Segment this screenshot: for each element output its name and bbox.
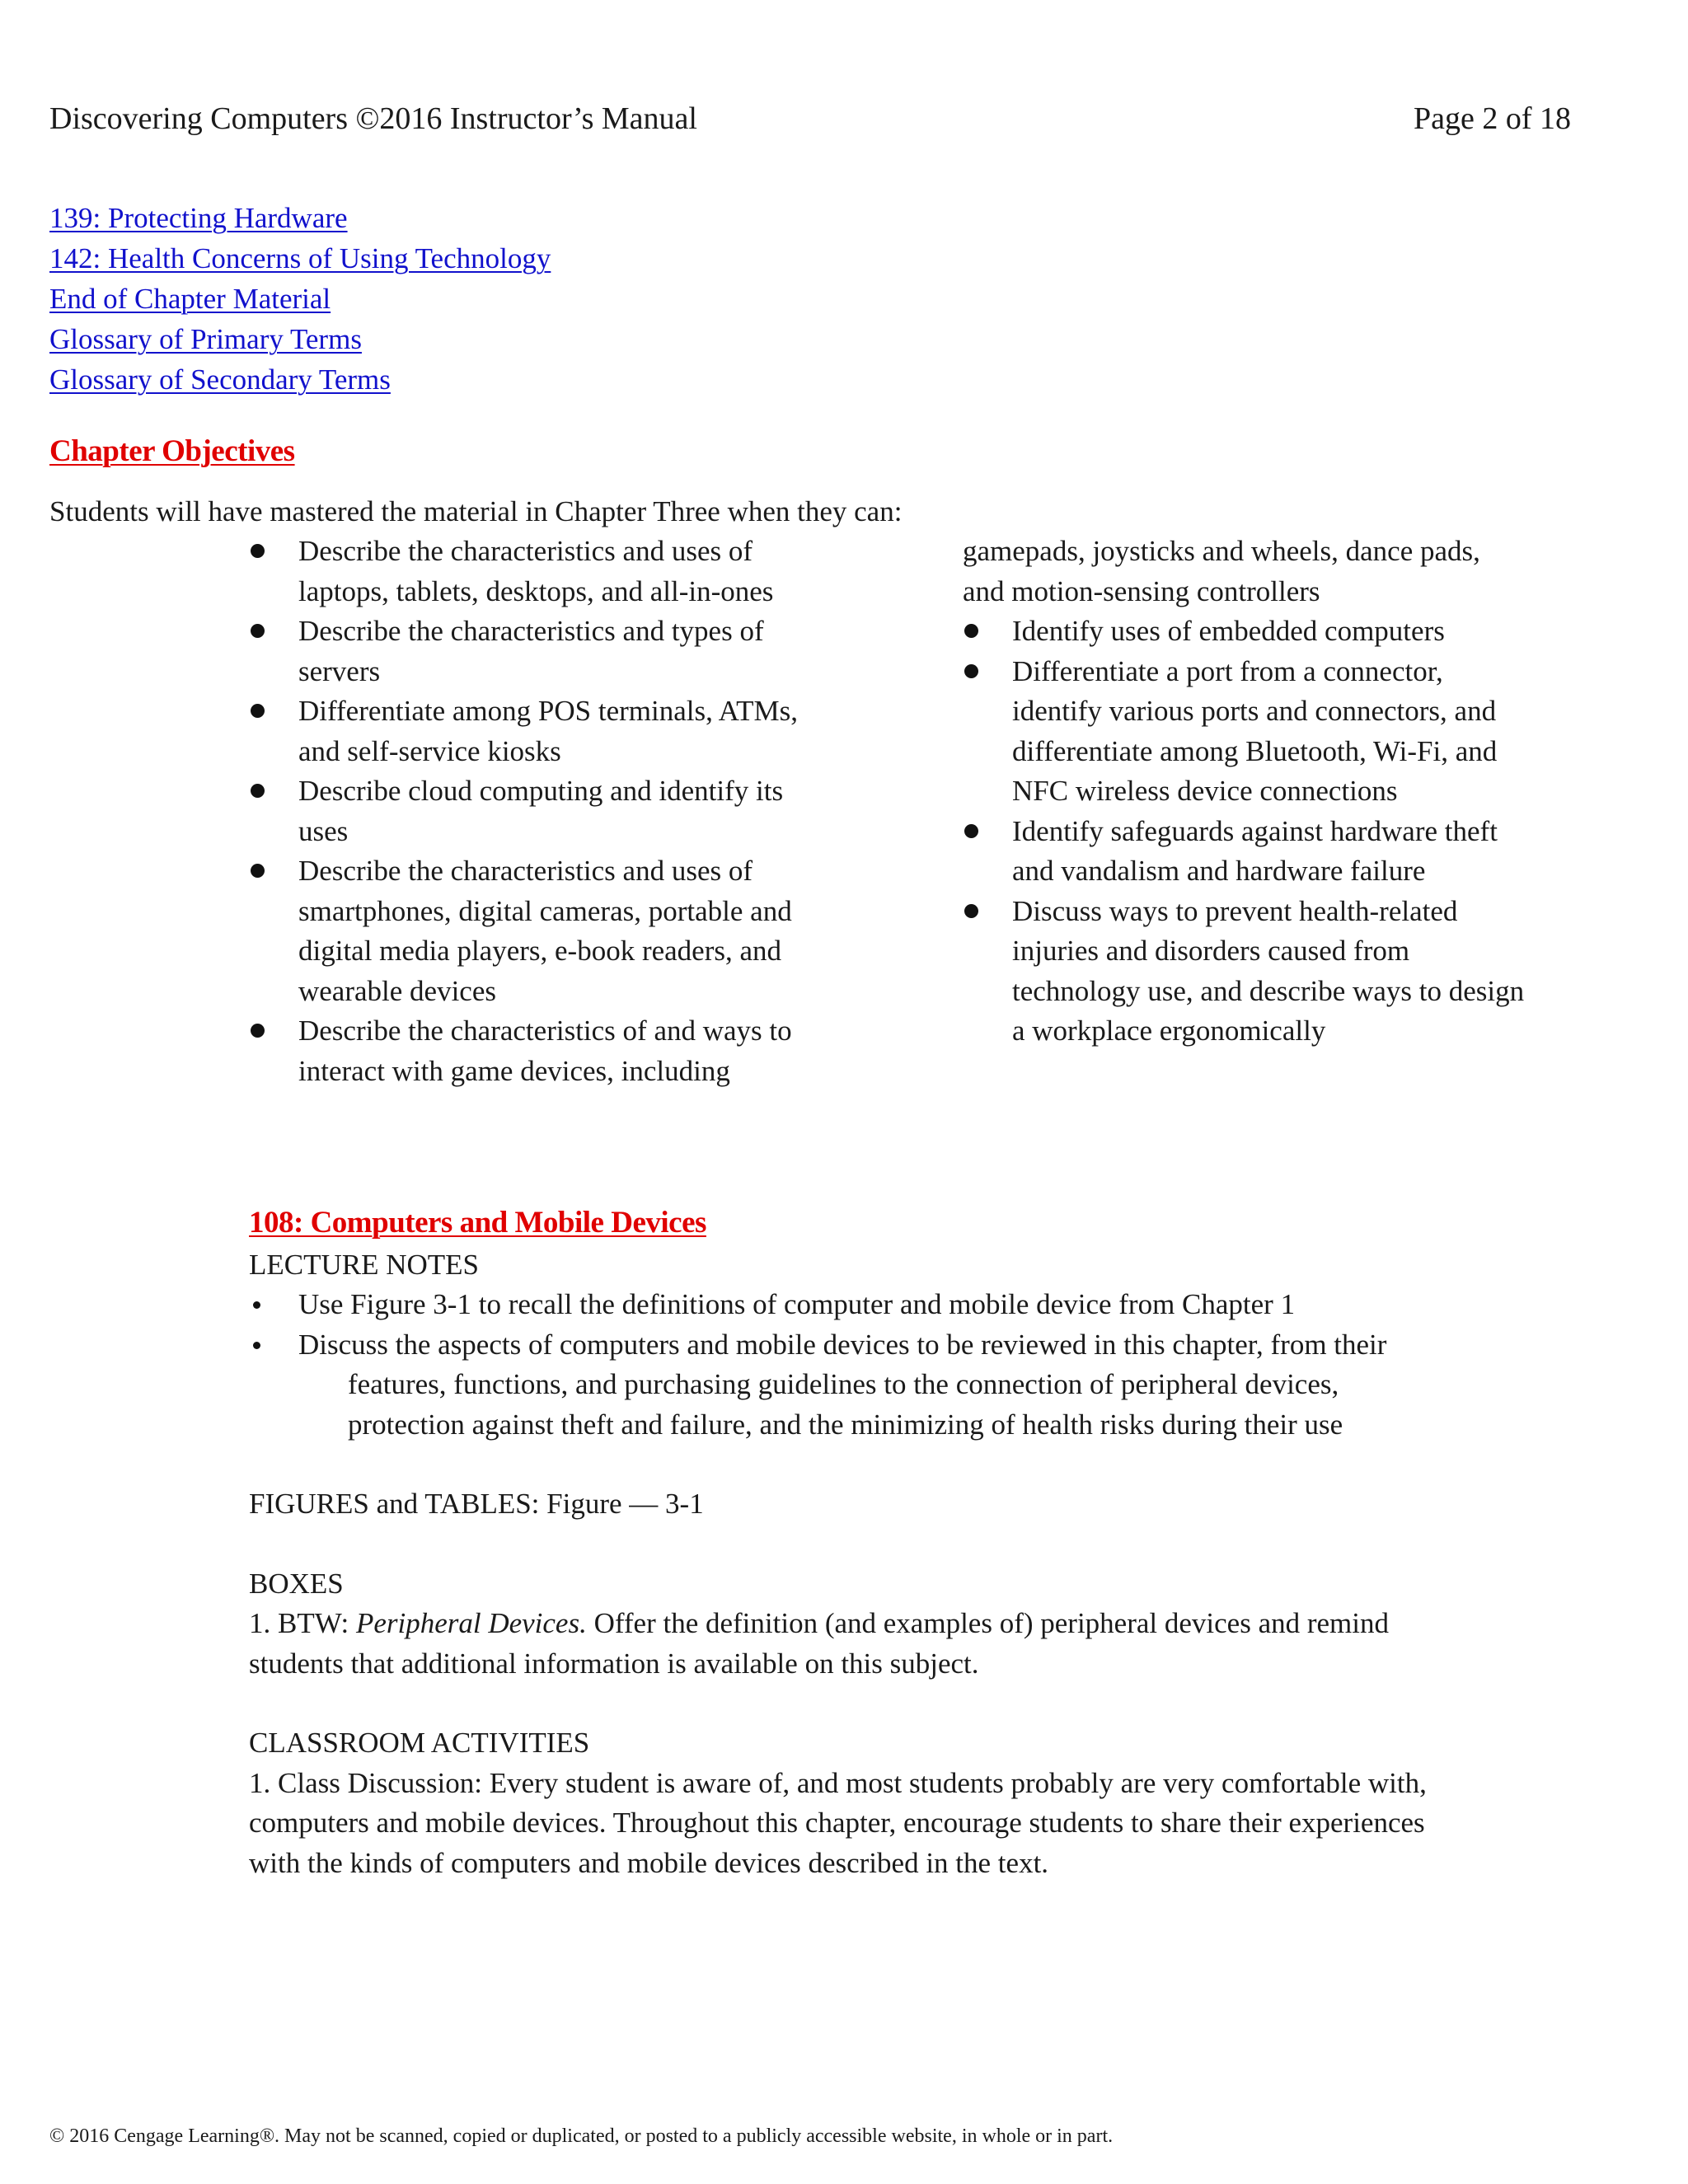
objective-line: digital media players, e-book readers, and: [298, 935, 782, 967]
objective-item: [249, 771, 892, 851]
objective-line: interact with game devices, including: [298, 1054, 730, 1087]
bullet-icon: [253, 1301, 260, 1309]
objective-item: [963, 612, 1589, 652]
copyright-footer: © 2016 Cengage Learning®. May not be scanned, copied or duplicated, or posted to a publicly accessible website, in whole or in part.: [49, 2125, 1114, 2147]
note-text: Use Figure 3-1 to recall the definitions of computer and mobile device from Chapter 1: [298, 1288, 1296, 1320]
activity-text: with the kinds of computers and mobile devices described in the text.: [249, 1846, 1049, 1879]
bullet-icon: [251, 1024, 265, 1038]
objective-line: Identify safeguards against hardware theft: [1012, 814, 1498, 847]
objective-continuation: [963, 532, 1589, 612]
toc-links: [49, 198, 1203, 400]
box-text: Offer the definition (and examples of) peripheral devices and remind: [586, 1607, 1389, 1639]
objective-line: and motion-sensing controllers: [963, 574, 1320, 607]
objective-line: differentiate among Bluetooth, Wi-Fi, and: [1012, 734, 1498, 767]
objective-line: Describe the characteristics and uses of: [298, 855, 753, 887]
objective-item: [249, 851, 892, 1011]
manual-title: Discovering Computers ©2016 Instructor’s Manual: [49, 101, 697, 136]
objective-line: Differentiate among POS terminals, ATMs,: [298, 695, 798, 727]
objective-line: and vandalism and hardware failure: [1012, 855, 1426, 887]
objective-line: Describe the characteristics and uses of: [298, 535, 753, 567]
objective-line: gamepads, joysticks and wheels, dance pads,: [963, 535, 1480, 567]
objective-item: [249, 612, 892, 691]
objective-line: technology use, and describe ways to design: [1012, 974, 1525, 1007]
objective-item: [249, 1011, 892, 1091]
objective-line: identify various ports and connectors, and: [1012, 695, 1497, 727]
chapter-objectives-heading: Chapter Objectives: [49, 434, 295, 468]
box-prefix: 1. BTW:: [249, 1607, 356, 1639]
activity-text: 1. Class Discussion: Every student is aware of, and most students probably are very comfortable with,: [249, 1766, 1427, 1799]
list-item: [249, 1325, 1584, 1446]
objective-line: Describe the characteristics of and ways to: [298, 1015, 792, 1047]
objectives-left-column: [249, 532, 892, 1091]
activity-text: computers and mobile devices. Throughout this chapter, encourage students to share their experiences: [249, 1807, 1425, 1839]
note-text: protection against theft and failure, and the minimizing of health risks during their use: [348, 1408, 1343, 1441]
objective-item: [249, 691, 892, 771]
objective-line: uses: [298, 814, 349, 847]
bullet-icon: [251, 784, 265, 798]
classroom-activities-label: CLASSROOM ACTIVITIES: [249, 1727, 590, 1759]
figures-tables: FIGURES and TABLES: Figure — 3-1: [249, 1488, 704, 1520]
toc-link-health-concerns[interactable]: 142: Health Concerns of Using Technology: [49, 242, 551, 274]
page-number: Page 2 of 18: [1413, 101, 1571, 136]
objective-line: Discuss ways to prevent health-related: [1012, 894, 1458, 927]
objectives-intro: Students will have mastered the material in Chapter Three when they can:: [49, 495, 903, 527]
objectives-left-list: [249, 532, 892, 1091]
note-text: features, functions, and purchasing guidelines to the connection of peripheral devices,: [348, 1368, 1339, 1400]
bullet-icon: [251, 624, 265, 638]
bullet-icon: [253, 1342, 260, 1349]
bullet-icon: [964, 904, 978, 918]
objective-line: Describe the characteristics and types of: [298, 615, 764, 647]
bullet-icon: [964, 624, 978, 638]
section-heading: 108: Computers and Mobile Devices: [249, 1206, 706, 1240]
objective-line: smartphones, digital cameras, portable and: [298, 894, 792, 927]
objective-line: Identify uses of embedded computers: [1012, 615, 1445, 647]
bullet-icon: [251, 864, 265, 878]
box-italic-title: Peripheral Devices.: [355, 1607, 587, 1639]
objective-line: wearable devices: [298, 974, 496, 1007]
objectives-right-list: [963, 532, 1589, 1052]
page-header: [49, 97, 1571, 140]
objective-line: injuries and disorders caused from: [1012, 935, 1410, 967]
toc-link-glossary-primary[interactable]: Glossary of Primary Terms: [49, 323, 362, 355]
note-text: Discuss the aspects of computers and mobile devices to be reviewed in this chapter, from their: [298, 1328, 1387, 1361]
objective-line: laptops, tablets, desktops, and all-in-ones: [298, 574, 774, 607]
objective-item: [963, 892, 1589, 1052]
lecture-notes-label: LECTURE NOTES: [249, 1249, 480, 1281]
objective-line: and self-service kiosks: [298, 734, 561, 767]
lecture-notes-list: [249, 1285, 1584, 1445]
box-item: [249, 1604, 1584, 1644]
objective-item: [963, 812, 1589, 892]
toc-link-protecting-hardware[interactable]: 139: Protecting Hardware: [49, 202, 348, 234]
objective-line: Describe cloud computing and identify its: [298, 775, 784, 807]
list-item: [249, 1285, 1584, 1325]
objective-item: [963, 652, 1589, 812]
bullet-icon: [964, 664, 978, 678]
objective-line: servers: [298, 654, 381, 687]
objective-line: NFC wireless device connections: [1012, 775, 1398, 807]
objective-line: Differentiate a port from a connector,: [1012, 654, 1443, 687]
section-computers-mobile: [249, 1202, 1584, 1883]
objective-line: a workplace ergonomically: [1012, 1015, 1326, 1047]
objectives-right-column: [963, 532, 1589, 1052]
bullet-icon: [964, 824, 978, 838]
boxes-label: BOXES: [249, 1567, 344, 1600]
toc-link-end-of-chapter[interactable]: End of Chapter Material: [49, 283, 331, 315]
bullet-icon: [251, 704, 265, 718]
bullet-icon: [251, 544, 265, 558]
objective-item: [249, 532, 892, 612]
toc-link-glossary-secondary[interactable]: Glossary of Secondary Terms: [49, 363, 391, 396]
box-text-cont: students that additional information is available on this subject.: [249, 1647, 979, 1680]
